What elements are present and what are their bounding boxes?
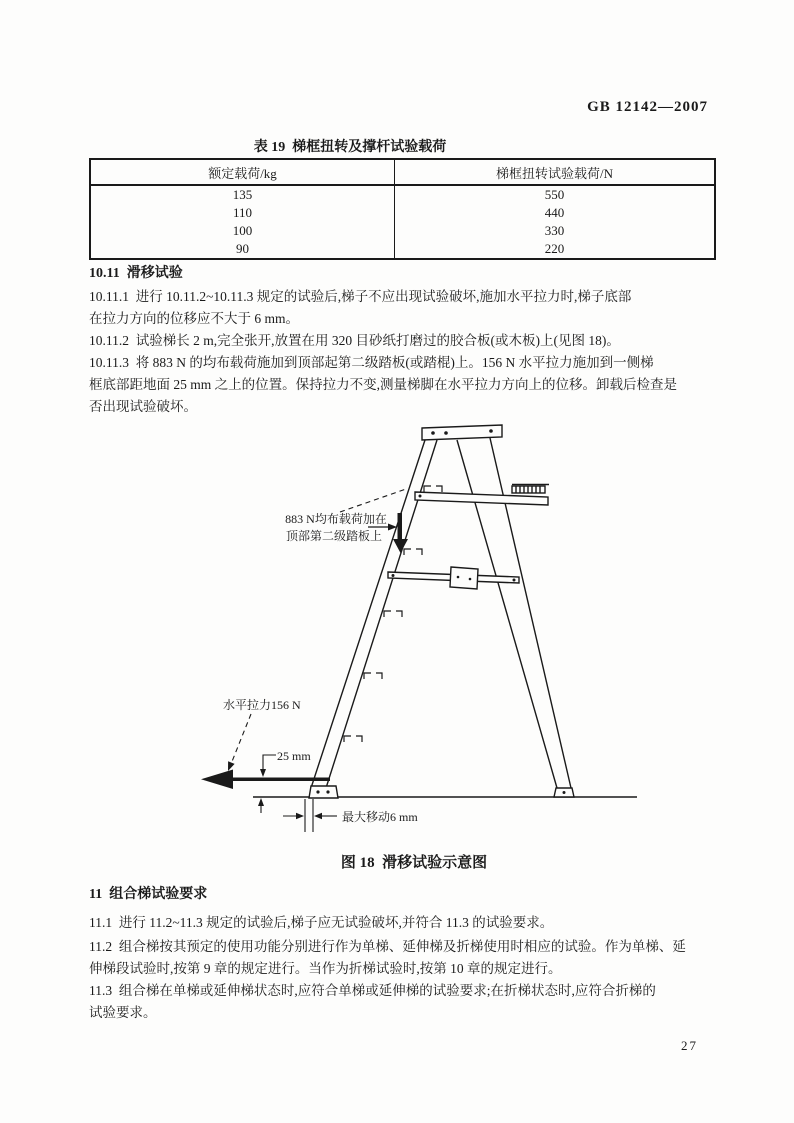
front-right-rail — [457, 440, 557, 788]
hinge-rivet-dot — [457, 576, 460, 579]
pull-leader-arrowhead-icon — [228, 761, 235, 771]
dimension-arrowhead-icon — [258, 798, 264, 806]
foot-rivet-dot — [326, 790, 329, 793]
figure-18-caption: 图 18 滑移试验示意图 — [340, 855, 488, 871]
rear-right-rail — [490, 438, 571, 788]
pull-arrow-shaft-icon — [231, 778, 330, 782]
rivet-dot — [431, 431, 435, 435]
paragraph-11-3 — [89, 980, 729, 1024]
load-down-arrowhead-icon — [393, 539, 408, 553]
foot-rivet-dot — [316, 790, 319, 793]
table-row — [91, 186, 714, 204]
paragraph-11-1 — [89, 912, 729, 934]
load-annotation — [285, 489, 408, 553]
table-19 — [89, 158, 716, 260]
torsion-load-value: 440 — [544, 205, 565, 220]
table-row — [91, 240, 714, 258]
table-row — [91, 204, 714, 222]
load-label-line2: 顶部第二级踏板上 — [285, 529, 383, 543]
text-line: 10.11.1 进行 10.11.2~10.11.3 规定的试验后,梯子不应出现试验破坏,施加水平拉力时,梯子底部 — [89, 289, 632, 304]
table-19-col-torsion-load: 梯框扭转试验载荷/N — [495, 165, 613, 181]
text-line: 11.3 组合梯在单梯或延伸梯状态时,应符合单梯或延伸梯的试验要求;在折梯状态时,应符合折梯的 — [89, 983, 656, 998]
pull-arrowhead-icon — [201, 770, 233, 790]
paragraph-10-11-3 — [89, 352, 729, 418]
foot-rivet-dot — [563, 791, 566, 794]
dimension-25mm-label: 25 mm — [277, 749, 311, 763]
page-number: 27 — [681, 1038, 698, 1053]
heading-10-11: 10.11 滑移试验 — [89, 266, 183, 281]
hinge-rivet-dot — [469, 578, 472, 581]
text-line: 试验要求。 — [89, 1005, 157, 1020]
tread-end-dot — [419, 495, 422, 498]
dimension-arrowhead-icon — [260, 769, 266, 777]
spreader-end-dot — [513, 579, 516, 582]
load-down-arrow-icon — [398, 513, 403, 540]
torsion-load-value: 550 — [544, 187, 565, 202]
dimension-6mm — [283, 799, 418, 832]
rivet-dot — [489, 429, 493, 433]
figure-18-slip-test-diagram — [190, 420, 650, 848]
text-line: 10.11.3 将 883 N 的均布载荷施加到顶部起第二级踏板(或踏棍)上。156 N 水平拉力施加到一侧梯 — [89, 355, 654, 370]
rated-load-value: 90 — [91, 240, 395, 258]
text-line: 10.11.2 试验梯长 2 m,完全张开,放置在用 320 目砂纸打磨过的胶合板(或木板)上(见图 18)。 — [89, 333, 620, 348]
clamp-bracket — [512, 485, 549, 494]
pull-force-label: 水平拉力156 N — [223, 698, 301, 712]
torsion-load-value: 220 — [544, 241, 565, 256]
heading-11: 11 组合梯试验要求 — [89, 887, 208, 902]
dimension-arrowhead-icon — [296, 813, 304, 819]
text-line: 11.2 组合梯按其预定的使用功能分别进行作为单梯、延伸梯及折梯使用时相应的试验。作为单梯、延 — [89, 939, 686, 954]
text-line: 框底部距地面 25 mm 之上的位置。保持拉力不变,测量梯脚在水平拉力方向上的位移。卸载后检查是 — [89, 377, 678, 392]
text-line: 伸梯段试验时,按第 9 章的规定进行。当作为折梯试验时,按第 10 章的规定进行。 — [89, 961, 562, 976]
left-ladder-foot — [309, 786, 338, 798]
doc-number: GB 12142—2007 — [587, 99, 708, 115]
table-19-title: 表 19 梯框扭转及撑杆试验载荷 — [253, 140, 447, 155]
text-line: 在拉力方向的位移应不大于 6 mm。 — [89, 311, 300, 326]
spreader-hinge — [450, 567, 478, 589]
pull-annotation — [201, 697, 330, 789]
spreader-end-dot — [392, 574, 395, 577]
dimension-arrowhead-icon — [314, 813, 322, 819]
rivet-dot — [444, 431, 448, 435]
paragraph-10-11-1 — [89, 286, 729, 330]
load-label-line1: 883 N均布载荷加在 — [285, 512, 387, 526]
table-19-col-rated-load: 额定载荷/kg — [91, 160, 395, 184]
torsion-load-value: 330 — [544, 223, 565, 238]
pull-dashed-leader — [231, 714, 251, 764]
dimension-6mm-label: 最大移动6 mm — [342, 810, 418, 824]
text-line: 否出现试验破坏。 — [89, 399, 197, 414]
table-row — [91, 222, 714, 240]
paragraph-11-2 — [89, 936, 729, 980]
table-19-header-row — [91, 160, 714, 186]
ladder-drawing — [253, 425, 637, 798]
second-tread-bar — [415, 492, 548, 505]
text-line: 11.1 进行 11.2~11.3 规定的试验后,梯子应无试验破坏,并符合 11.3 的试验要求。 — [89, 915, 554, 930]
rated-load-value: 110 — [91, 204, 395, 222]
rated-load-value: 135 — [91, 186, 395, 204]
front-left-rail-outer — [311, 440, 425, 788]
rated-load-value: 100 — [91, 222, 395, 240]
paragraph-10-11-2 — [89, 330, 729, 352]
load-dashed-leader — [340, 489, 406, 512]
